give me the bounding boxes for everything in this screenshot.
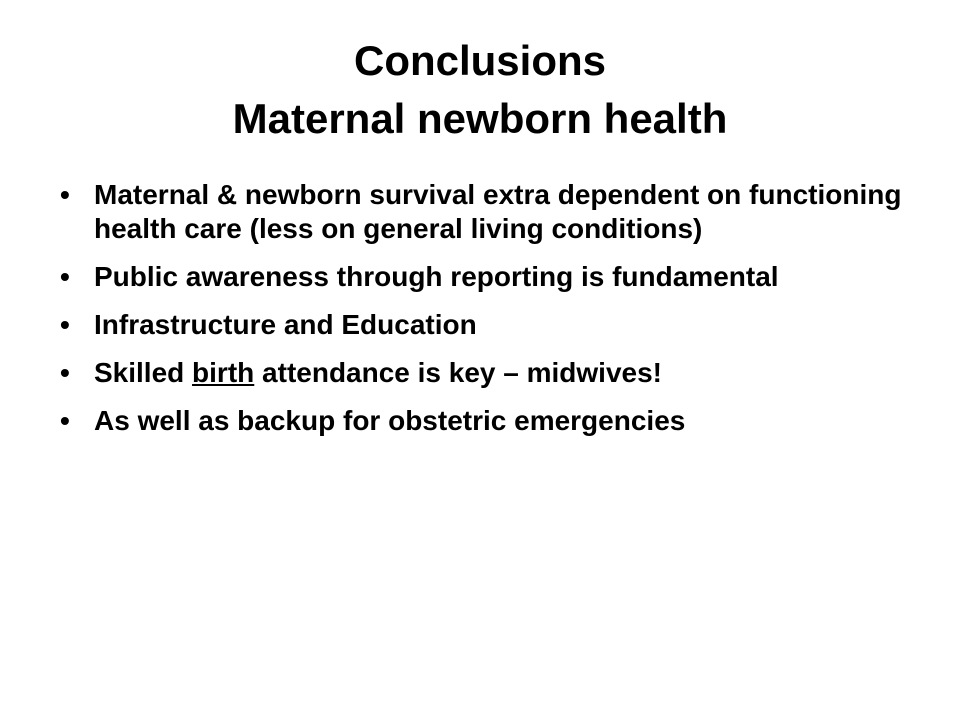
bullet-item-3 [60, 308, 920, 342]
bullet-dot-icon: • [60, 309, 70, 340]
title-line-1: Conclusions [353, 37, 607, 84]
bullet-text: Maternal & newborn survival extra dependent on functioning health care (less on general living conditions) [94, 179, 902, 244]
bullet-item-4 [60, 356, 920, 390]
bullet-text [94, 357, 662, 388]
bullet-text: Public awareness through reporting is fundamental [94, 261, 779, 292]
bullet-dot-icon: • [60, 179, 70, 210]
bullet-text-before: Skilled [94, 357, 193, 388]
bullet-dot-icon: • [60, 261, 70, 292]
underlined-word: birth [192, 357, 255, 388]
bullet-text: As well as backup for obstetric emergencies [94, 405, 686, 436]
slide-title [0, 32, 960, 148]
bullet-text-after: attendance is key – midwives! [254, 357, 663, 388]
bullet-item-2 [60, 260, 920, 294]
bullet-list [60, 178, 920, 452]
bullet-item-1 [60, 178, 920, 246]
bullet-text: Infrastructure and Education [94, 309, 477, 340]
title-line-2: Maternal newborn health [232, 95, 728, 142]
bullet-dot-icon: • [60, 405, 70, 436]
bullet-dot-icon: • [60, 357, 70, 388]
bullet-item-5 [60, 404, 920, 438]
